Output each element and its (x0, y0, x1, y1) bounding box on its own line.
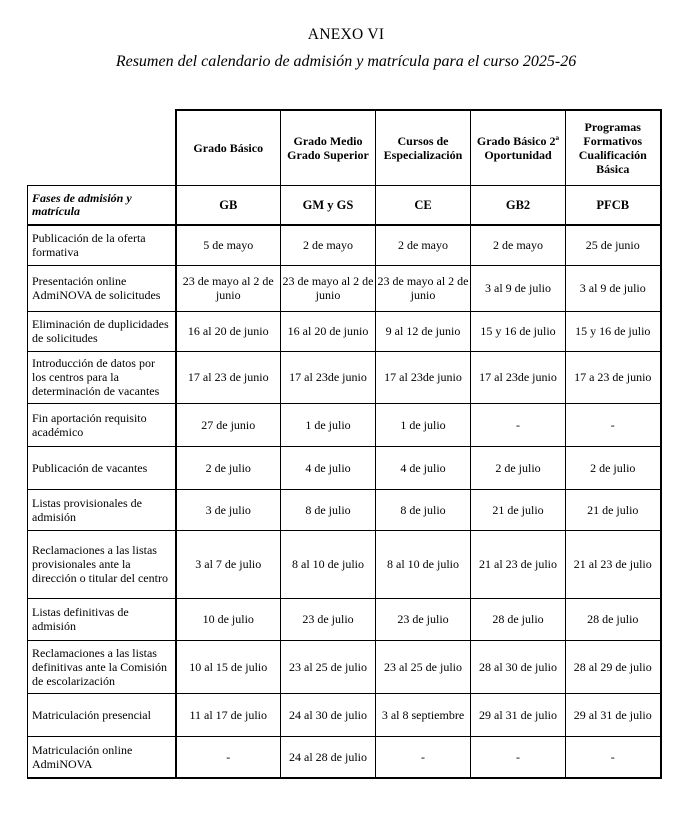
date-cell: 8 de julio (281, 489, 376, 530)
program-header: Programas Formativos Cualificación Básica (566, 110, 661, 185)
date-cell: 17 al 23de junio (376, 351, 471, 403)
date-cell: - (376, 736, 471, 778)
date-cell: 10 de julio (176, 598, 281, 640)
program-abbr-row (28, 185, 661, 225)
date-cell: 3 al 7 de julio (176, 530, 281, 598)
table-row (28, 311, 661, 351)
table-row (28, 351, 661, 403)
date-cell: 17 al 23 de junio (176, 351, 281, 403)
date-cell: 15 y 16 de julio (566, 311, 661, 351)
date-cell: - (566, 403, 661, 446)
program-header: Grado Medio Grado Superior (281, 110, 376, 185)
date-cell: 1 de julio (281, 403, 376, 446)
date-cell: 9 al 12 de junio (376, 311, 471, 351)
date-cell: 23 de mayo al 2 de junio (176, 265, 281, 311)
program-abbr: GB (176, 185, 281, 225)
date-cell: 24 al 28 de julio (281, 736, 376, 778)
phases-column-header: Fases de admisión y matrícula (28, 185, 176, 225)
table-row (28, 446, 661, 489)
table-row (28, 640, 661, 693)
phase-label: Matriculación presencial (28, 693, 176, 736)
date-cell: 21 de julio (471, 489, 566, 530)
date-cell: 29 al 31 de julio (566, 693, 661, 736)
date-cell: - (176, 736, 281, 778)
table-row (28, 403, 661, 446)
date-cell: 23 de mayo al 2 de junio (281, 265, 376, 311)
date-cell: 28 de julio (566, 598, 661, 640)
program-header: Grado Básico (176, 110, 281, 185)
phase-label: Publicación de la oferta formativa (28, 225, 176, 265)
phase-label: Reclamaciones a las listas provisionales ante la dirección o titular del centro (28, 530, 176, 598)
date-cell: 4 de julio (281, 446, 376, 489)
phase-label: Eliminación de duplicidades de solicitudes (28, 311, 176, 351)
date-cell: 17 a 23 de junio (566, 351, 661, 403)
date-cell: 1 de julio (376, 403, 471, 446)
table-row (28, 530, 661, 598)
date-cell: 3 de julio (176, 489, 281, 530)
date-cell: 21 al 23 de julio (471, 530, 566, 598)
date-cell: 28 de julio (471, 598, 566, 640)
table-row (28, 736, 661, 778)
date-cell: 5 de mayo (176, 225, 281, 265)
date-cell: 24 al 30 de julio (281, 693, 376, 736)
phase-label: Reclamaciones a las listas definitivas ante la Comisión de escolarización (28, 640, 176, 693)
date-cell: 25 de junio (566, 225, 661, 265)
phase-label: Publicación de vacantes (28, 446, 176, 489)
phase-label: Introducción de datos por los centros para la determinación de vacantes (28, 351, 176, 403)
date-cell: 2 de julio (176, 446, 281, 489)
program-abbr: GM y GS (281, 185, 376, 225)
date-cell: 21 de julio (566, 489, 661, 530)
date-cell: - (471, 736, 566, 778)
date-cell: 3 al 8 septiembre (376, 693, 471, 736)
program-header: Grado Básico 2ª Oportunidad (471, 110, 566, 185)
date-cell: 4 de julio (376, 446, 471, 489)
date-cell: 29 al 31 de julio (471, 693, 566, 736)
date-cell: 23 de julio (281, 598, 376, 640)
empty-corner-cell (28, 110, 176, 185)
document-subtitle: Resumen del calendario de admisión y matrícula para el curso 2025-26 (115, 53, 577, 70)
admission-calendar-table (27, 109, 662, 779)
phase-label: Matriculación online AdmiNOVA (28, 736, 176, 778)
date-cell: 2 de julio (566, 446, 661, 489)
phase-label: Presentación online AdmiNOVA de solicitudes (28, 265, 176, 311)
date-cell: 17 al 23de junio (281, 351, 376, 403)
date-cell: 23 de mayo al 2 de junio (376, 265, 471, 311)
date-cell: 23 de julio (376, 598, 471, 640)
date-cell: 8 al 10 de julio (376, 530, 471, 598)
date-cell: 2 de julio (471, 446, 566, 489)
date-cell: 2 de mayo (376, 225, 471, 265)
date-cell: 23 al 25 de julio (281, 640, 376, 693)
table-row (28, 693, 661, 736)
program-header: Cursos de Especialización (376, 110, 471, 185)
annex-title: ANEXO VI (307, 26, 385, 43)
date-cell: 11 al 17 de julio (176, 693, 281, 736)
program-abbr: PFCB (566, 185, 661, 225)
table-row (28, 265, 661, 311)
date-cell: 16 al 20 de junio (176, 311, 281, 351)
date-cell: 21 al 23 de julio (566, 530, 661, 598)
date-cell: 8 al 10 de julio (281, 530, 376, 598)
date-cell: 17 al 23de junio (471, 351, 566, 403)
date-cell: 23 al 25 de julio (376, 640, 471, 693)
date-cell: 2 de mayo (281, 225, 376, 265)
date-cell: 27 de junio (176, 403, 281, 446)
phase-label: Listas provisionales de admisión (28, 489, 176, 530)
date-cell: - (566, 736, 661, 778)
date-cell: 15 y 16 de julio (471, 311, 566, 351)
phase-label: Fin aportación requisito académico (28, 403, 176, 446)
program-abbr: GB2 (471, 185, 566, 225)
table-row (28, 598, 661, 640)
table-row (28, 225, 661, 265)
date-cell: 16 al 20 de junio (281, 311, 376, 351)
program-abbr: CE (376, 185, 471, 225)
date-cell: 3 al 9 de julio (566, 265, 661, 311)
phase-label: Listas definitivas de admisión (28, 598, 176, 640)
date-cell: 3 al 9 de julio (471, 265, 566, 311)
program-name-row (28, 110, 661, 185)
table-row (28, 489, 661, 530)
date-cell: 28 al 30 de julio (471, 640, 566, 693)
date-cell: 10 al 15 de julio (176, 640, 281, 693)
date-cell: 8 de julio (376, 489, 471, 530)
date-cell: - (471, 403, 566, 446)
date-cell: 28 al 29 de julio (566, 640, 661, 693)
date-cell: 2 de mayo (471, 225, 566, 265)
